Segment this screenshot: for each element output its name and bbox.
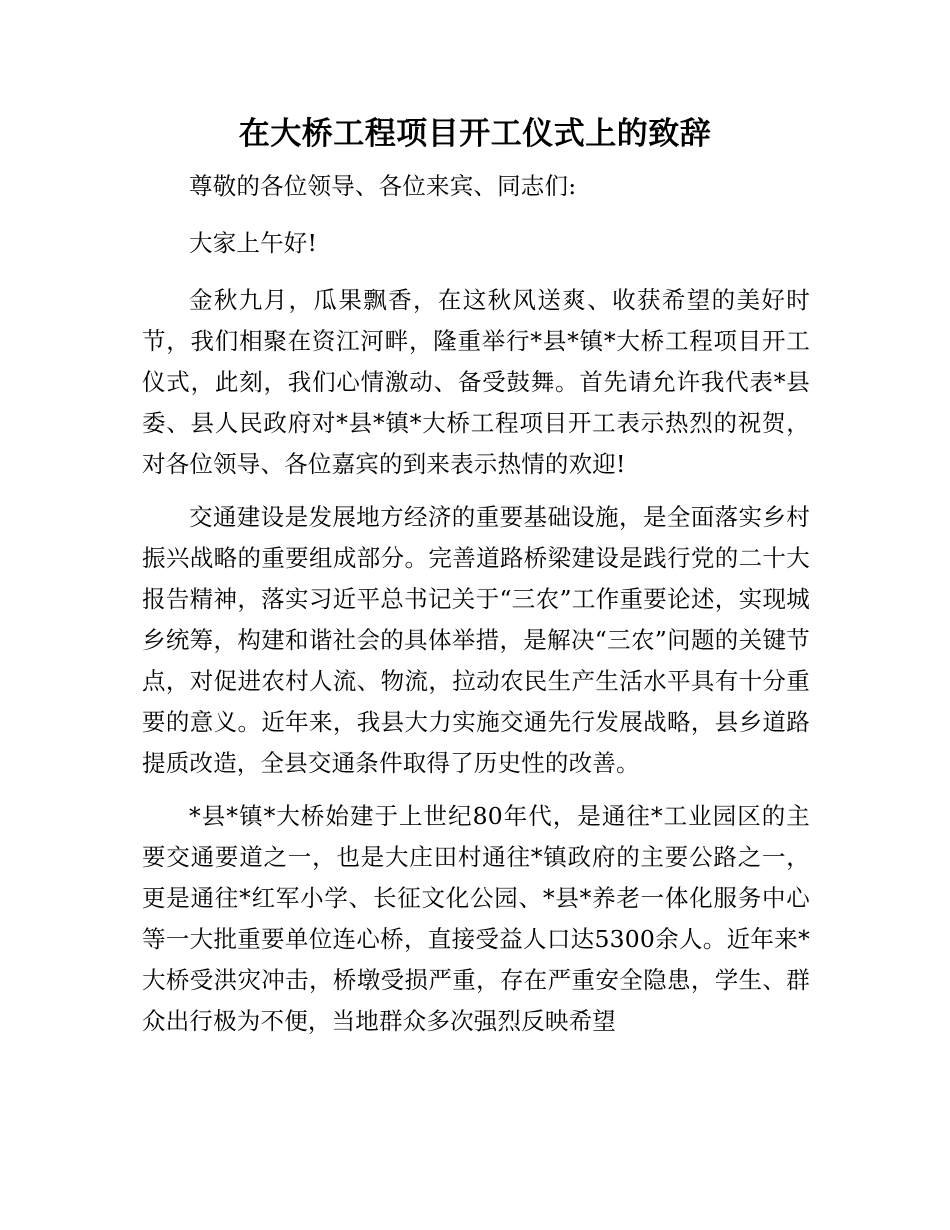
body-paragraph: 金秋九月，瓜果飘香，在这秋风送爽、收获希望的美好时节，我们相聚在资江河畔，隆重举行*县*镇*大桥工程项目开工仪式，此刻，我们心情激动、备受鼓舞。首先请允许我代表*县委、县人民政府对*县*镇*大桥工程项目开工表示热烈的祝贺，对各位领导、各位嘉宾的到来表示热情的欢迎! [142,286,810,478]
document-body [142,166,810,1054]
body-paragraph: 交通建设是发展地方经济的重要基础设施，是全面落实乡村振兴战略的重要组成部分。完善道路桥梁建设是践行党的二十大报告精神，落实习近平总书记关于“三农”工作重要论述，实现城乡统筹，构建和谐社会的具体举措，是解决“三农”问题的关键节点，对促进农村人流、物流，拉动农民生产生活水平具有十分重要的意义。近年来，我县大力实施交通先行发展战略，县乡道路提质改造，全县交通条件取得了历史性的改善。 [142,503,810,777]
body-paragraph: *县*镇*大桥始建于上世纪80年代，是通往*工业园区的主要交通要道之一，也是大庄田村通往*镇政府的主要公路之一，更是通往*红军小学、长征文化公园、*县*养老一体化服务中心等一大批重要单位连心桥，直接受益人口达5300余人。近年来*大桥受洪灾冲击，桥墩受损严重，存在严重安全隐患，学生、群众出行极为不便，当地群众多次强烈反映希望 [142,802,810,1035]
salutation-paragraph: 尊敬的各位领导、各位来宾、同志们: [189,172,577,200]
document-title: 在大桥工程项目开工仪式上的致辞 [238,116,712,152]
greeting-paragraph: 大家上午好! [189,229,318,257]
